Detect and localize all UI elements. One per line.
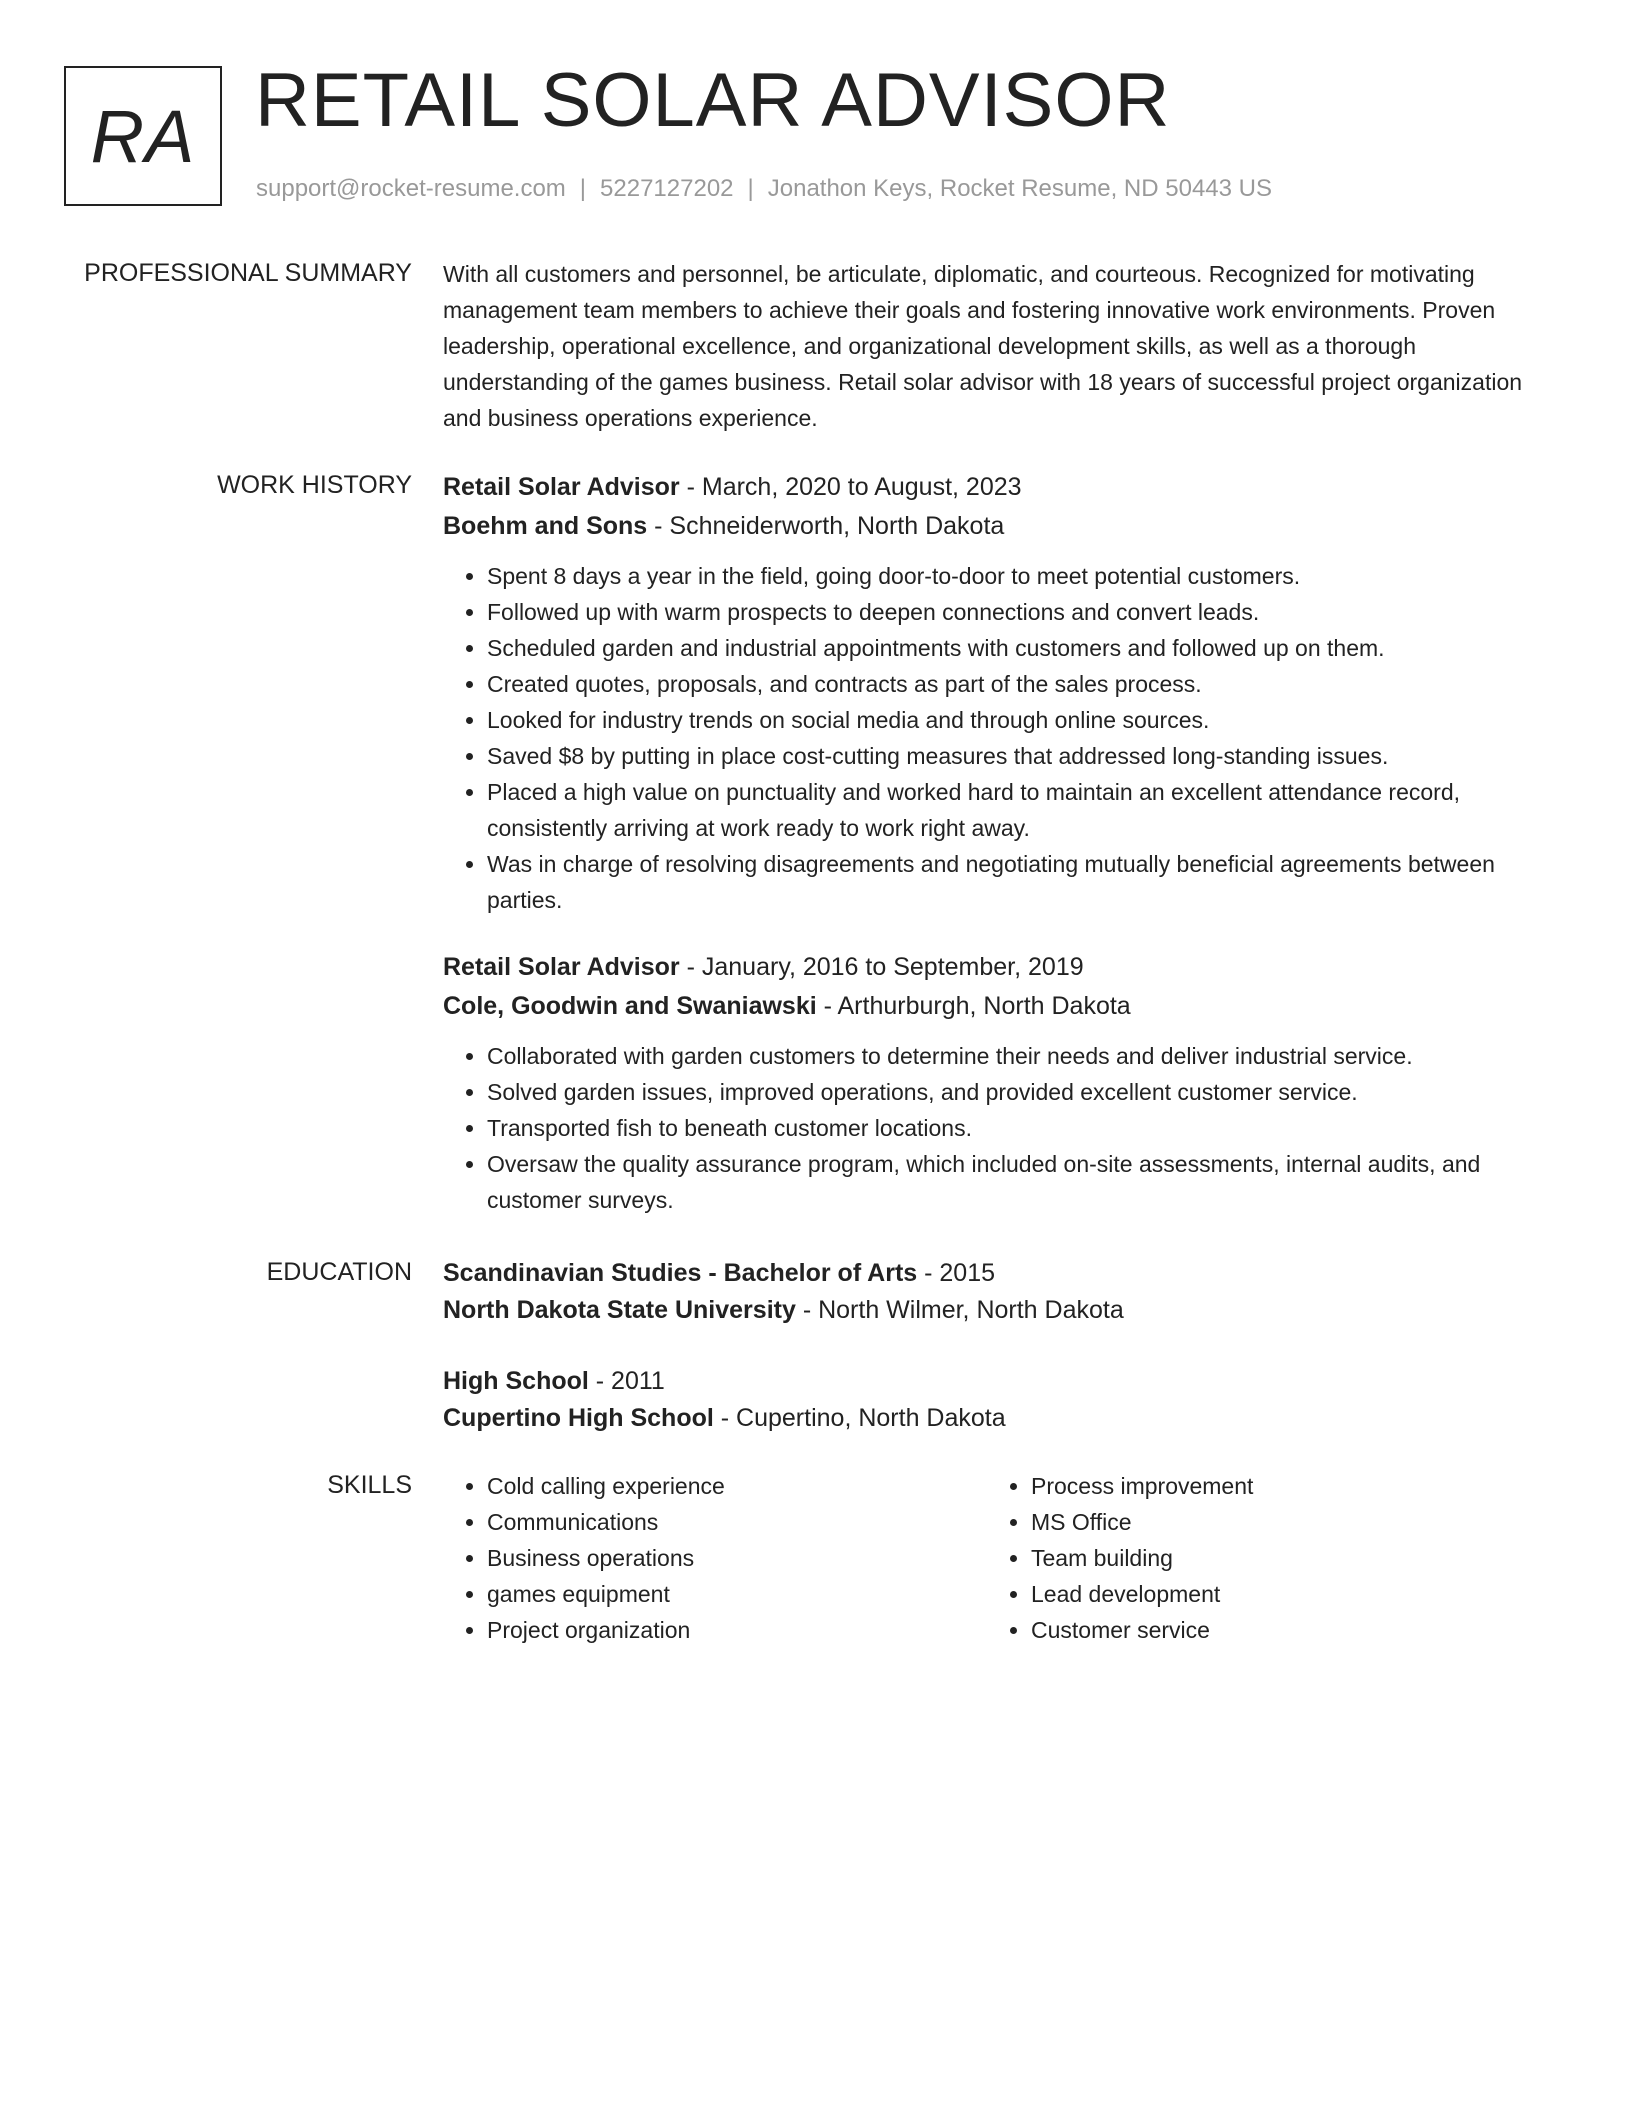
job-bullet: • Collaborated with garden customers to determine their needs and deliver industrial service. bbox=[487, 1038, 1553, 1074]
education-school: North Dakota State University bbox=[443, 1296, 796, 1324]
contact-line bbox=[256, 173, 1272, 205]
job-company: Boehm and Sons bbox=[443, 512, 648, 540]
summary-body bbox=[443, 256, 1553, 436]
education-location: - North Wilmer, North Dakota bbox=[795, 1296, 1124, 1324]
education-year: - 2011 bbox=[588, 1367, 665, 1395]
skills-list-left bbox=[443, 1468, 987, 1648]
contact-email[interactable]: support@rocket-resume.com bbox=[256, 175, 566, 202]
job-bullet: • Scheduled garden and industrial appointments with customers and followed up on them. bbox=[487, 630, 1553, 666]
contact-separator: | bbox=[747, 175, 754, 202]
contact-address: Jonathon Keys, Rocket Resume, ND 50443 US bbox=[767, 175, 1273, 202]
job-bullets bbox=[443, 1038, 1553, 1218]
job-bullet: • Placed a high value on punctuality and worked hard to maintain an excellent attendance record, consistently arriving at work ready to work right away. bbox=[487, 774, 1553, 846]
skill-item: • Communications bbox=[487, 1504, 987, 1540]
job-bullets bbox=[443, 558, 1553, 918]
education-school: Cupertino High School bbox=[443, 1404, 714, 1432]
job-dates: - March, 2020 to August, 2023 bbox=[679, 473, 1022, 501]
skill-item: • Team building bbox=[1031, 1540, 1531, 1576]
education-year: - 2015 bbox=[917, 1259, 996, 1287]
job-bullet: • Oversaw the quality assurance program, which included on-site assessments, internal audits, and customer surveys. bbox=[487, 1146, 1553, 1218]
education-location: - Cupertino, North Dakota bbox=[713, 1404, 1006, 1432]
education-degree: Scandinavian Studies - Bachelor of Arts bbox=[443, 1259, 918, 1287]
job-bullet: • Created quotes, proposals, and contracts as part of the sales process. bbox=[487, 666, 1553, 702]
skill-item: • Lead development bbox=[1031, 1576, 1531, 1612]
education-degree-line bbox=[443, 1255, 1553, 1292]
job-location: - Schneiderworth, North Dakota bbox=[647, 512, 1005, 540]
skills-list-right bbox=[987, 1468, 1531, 1648]
job-entry bbox=[443, 948, 1553, 1218]
job-bullet: • Looked for industry trends on social media and through online sources. bbox=[487, 702, 1553, 738]
skills-columns bbox=[443, 1468, 1553, 1648]
work-history-body bbox=[443, 468, 1553, 1218]
skill-item: • Project organization bbox=[487, 1612, 987, 1648]
skill-item: • games equipment bbox=[487, 1576, 987, 1612]
education-school-line bbox=[443, 1292, 1553, 1329]
job-bullet: • Saved $8 by putting in place cost-cutting measures that addressed long-standing issues. bbox=[487, 738, 1553, 774]
skill-item: • Process improvement bbox=[1031, 1468, 1531, 1504]
job-bullet: • Was in charge of resolving disagreements and negotiating mutually beneficial agreements between parties. bbox=[487, 846, 1553, 918]
monogram-initials: RA bbox=[90, 94, 196, 178]
skill-item: • Business operations bbox=[487, 1540, 987, 1576]
education-degree: High School bbox=[443, 1367, 589, 1395]
education-school-line bbox=[443, 1400, 1553, 1437]
job-bullet: • Solved garden issues, improved operations, and provided excellent customer service. bbox=[487, 1074, 1553, 1110]
skill-item: • Customer service bbox=[1031, 1612, 1531, 1648]
contact-phone[interactable]: 5227127202 bbox=[600, 175, 734, 202]
job-bullet: • Spent 8 days a year in the field, going door-to-door to meet potential customers. bbox=[487, 558, 1553, 594]
skill-item: • Cold calling experience bbox=[487, 1468, 987, 1504]
contact-separator: | bbox=[579, 175, 587, 202]
page-title: RETAIL SOLAR ADVISOR bbox=[255, 58, 1171, 143]
job-location: - Arthurburgh, North Dakota bbox=[816, 992, 1131, 1020]
job-title: Retail Solar Advisor bbox=[443, 953, 680, 981]
job-title: Retail Solar Advisor bbox=[443, 473, 680, 501]
skill-item: • MS Office bbox=[1031, 1504, 1531, 1540]
job-title-line bbox=[443, 948, 1553, 987]
job-bullet: • Followed up with warm prospects to deepen connections and convert leads. bbox=[487, 594, 1553, 630]
summary-text: With all customers and personnel, be articulate, diplomatic, and courteous. Recognized for motivating management team members to achieve their goals and fostering innovative work environments. Proven leadership, operational excellence, and organizational development skills, as well as a thorough understanding of the games business. Retail solar advisor with 18 years of successful project organization and business operations experience. bbox=[443, 261, 1523, 431]
job-company-line bbox=[443, 987, 1553, 1026]
job-dates: - January, 2016 to September, 2019 bbox=[679, 953, 1084, 981]
monogram-box bbox=[64, 66, 222, 206]
job-company: Cole, Goodwin and Swaniawski bbox=[443, 992, 817, 1020]
job-title-line bbox=[443, 468, 1553, 507]
education-entry bbox=[443, 1255, 1553, 1329]
section-label-summary: PROFESSIONAL SUMMARY bbox=[84, 259, 412, 287]
education-entry bbox=[443, 1363, 1553, 1437]
section-label-skills: SKILLS bbox=[327, 1471, 412, 1499]
skills-body bbox=[443, 1468, 1553, 1648]
section-label-work-history: WORK HISTORY bbox=[217, 471, 412, 499]
education-body bbox=[443, 1255, 1553, 1437]
job-entry bbox=[443, 468, 1553, 918]
job-bullet: • Transported fish to beneath customer locations. bbox=[487, 1110, 1553, 1146]
section-label-education: EDUCATION bbox=[266, 1258, 412, 1286]
job-company-line bbox=[443, 507, 1553, 546]
education-degree-line bbox=[443, 1363, 1553, 1400]
